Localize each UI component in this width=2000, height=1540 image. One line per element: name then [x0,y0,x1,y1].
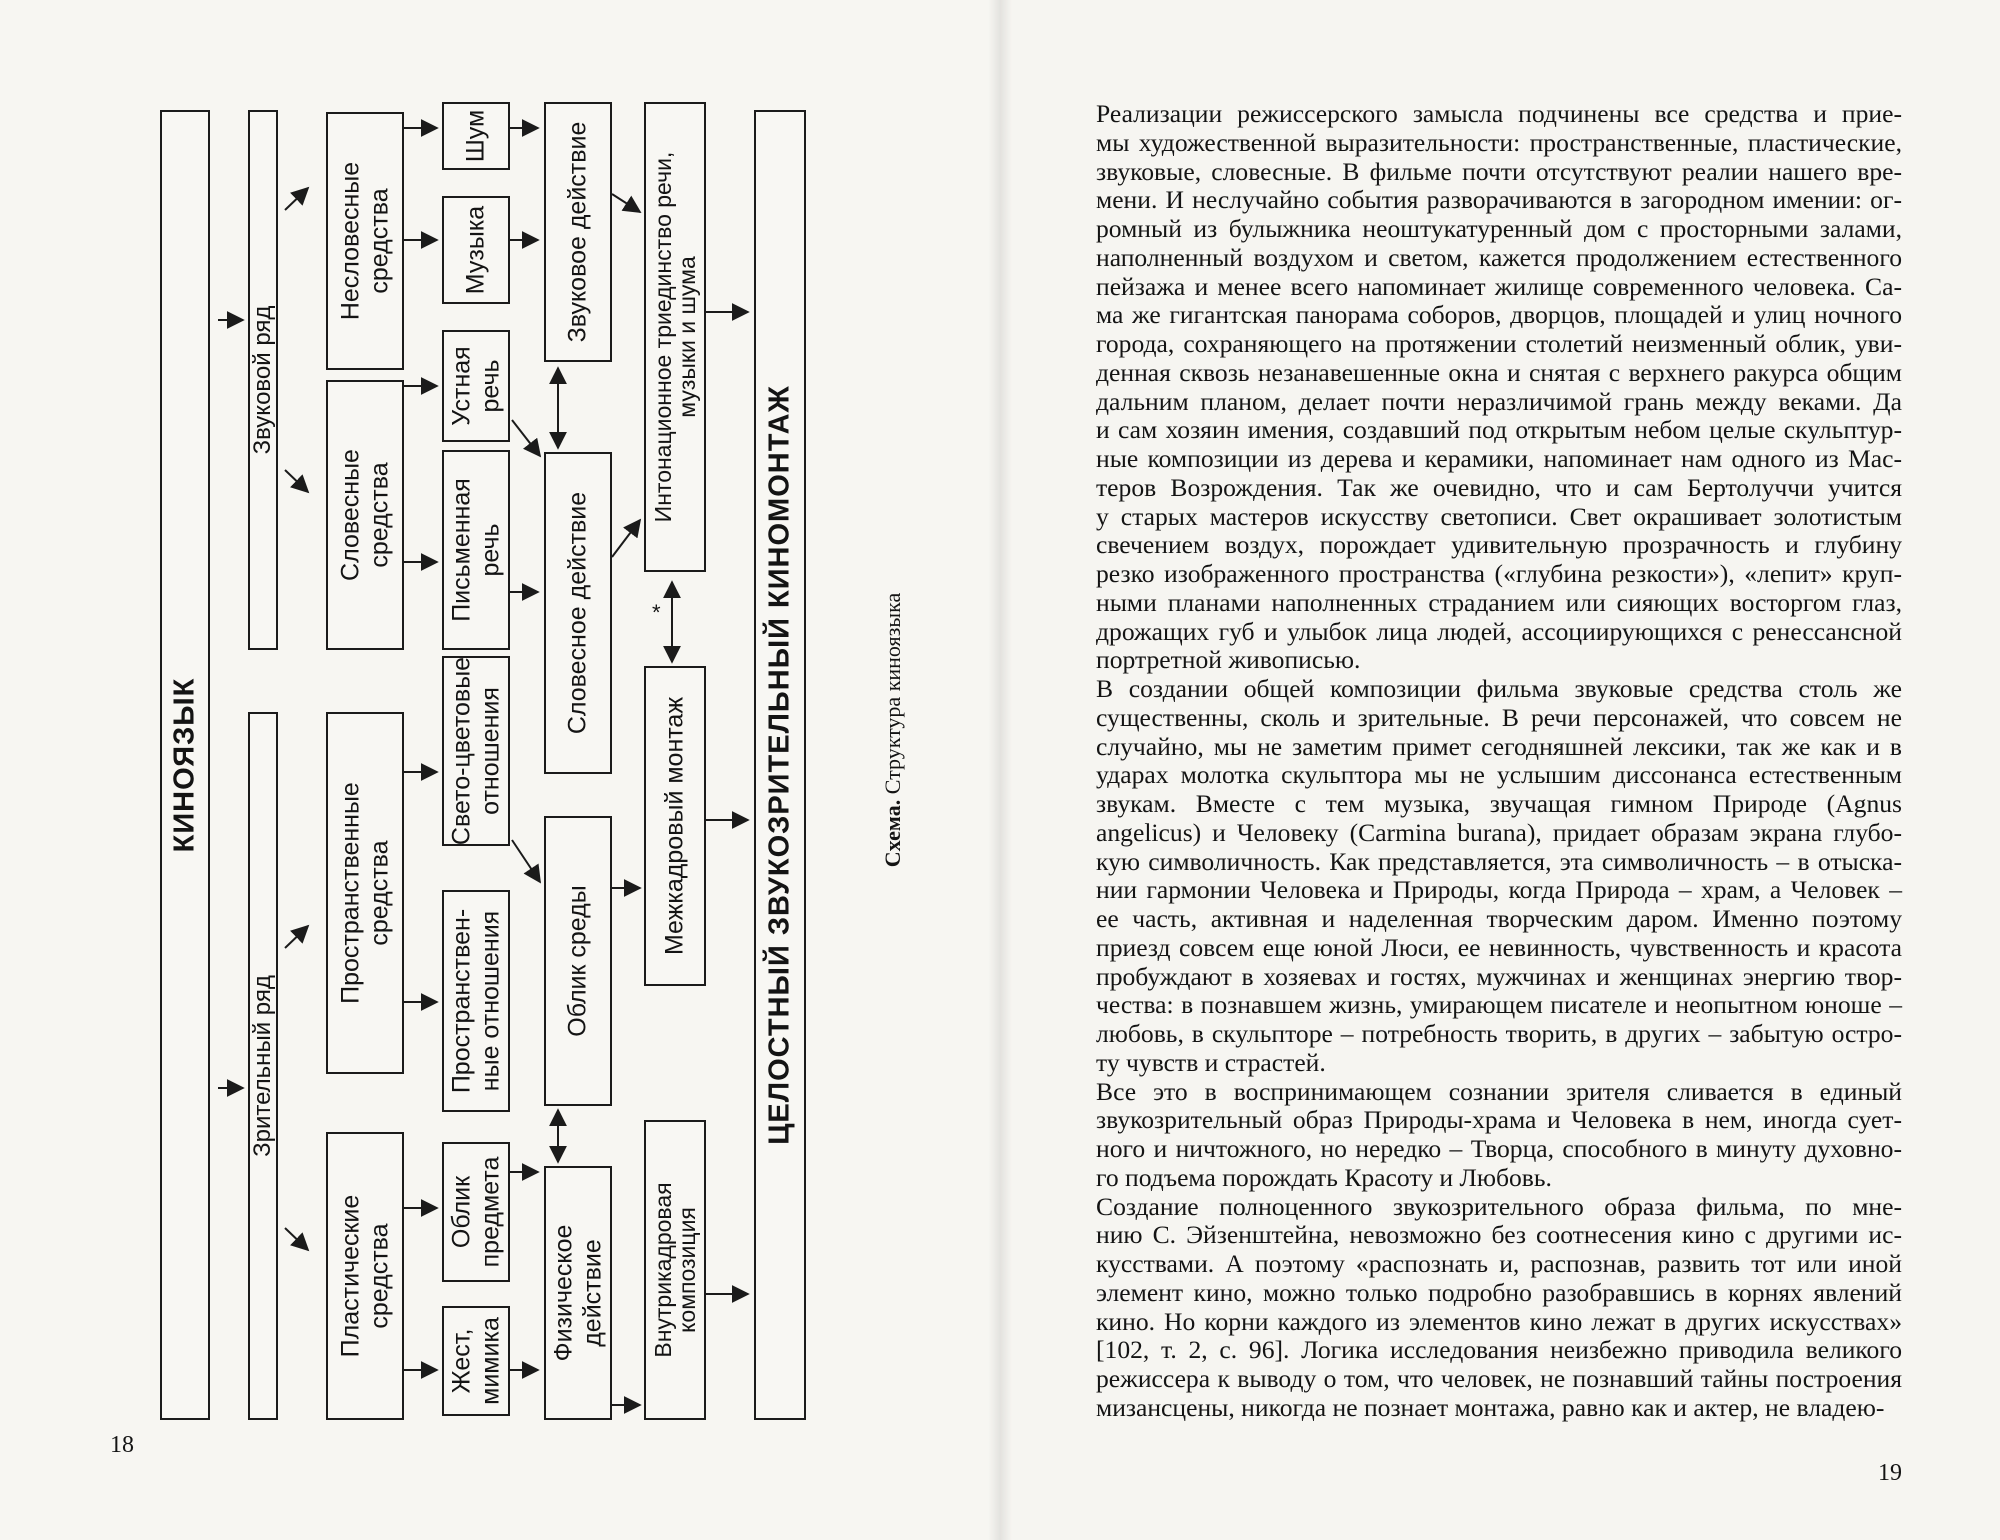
text-line: любовь, в скульпторе – потребность творить, в других – забытую остро- [1096,1019,1902,1048]
text-line: ма же гигантская панорама соборов, дворцов, площадей и улиц ночного [1096,300,1902,330]
box-environment [544,816,612,1106]
caption-label: Схема. [880,799,905,868]
label-interframe-montage: Межкадровый монтаж [660,696,689,956]
label-intraframe-composition: Внутрикадровая композиция [649,1182,700,1358]
label-physical-action: Физическое действие [549,1224,606,1362]
box-triad [644,102,706,572]
asterisk-mark: * [652,600,661,625]
text-line: ромный из булыжника неоштукатуренный дом с просторными залами, [1096,214,1902,243]
text-line: ными планами наполненных страданием или сияющих восторгом глаз, [1096,587,1902,617]
box-verbal-action [544,452,612,774]
text-line: ные композиции из дерева и керамики, напоминает нам одного из Мас- [1096,444,1902,473]
label-environment: Облик среды [563,885,592,1037]
body-text [1060,100,1902,1423]
text-line: звукам. Вместе с тем музыка, звучащая гимном Природе (Agnus [1096,789,1902,818]
text-line: дальним планом, делает почти неразличимой грань между веками. Да [1096,386,1902,416]
text-line: angelicus) и Человеку (Carmina burana), придает образам экрана глубо- [1096,817,1902,847]
text-line: го подъема порождать Красоту и Любовь. [1096,1162,1552,1192]
text-line: случайно, мы не заметим примет сегодняшней лексики, так же как и в [1096,731,1902,761]
label-spatial-relations: Пространствен- ные отношения [447,908,504,1094]
box-integral-montage [754,110,806,1420]
label-noise: Шум [461,109,490,163]
box-physical-action [544,1166,612,1420]
text-line: Все это в воспринимающем сознании зрителя сливается в единый [1096,1076,1902,1106]
text-line: существенны, сколь и зрительные. В речи персонажей, что совсем не [1096,702,1902,732]
text-line: режиссера к выводу о том, что человек, не познавший тайны построения [1096,1364,1902,1393]
text-line: Реализации режиссерского замысла подчинены все средства и прие- [1096,99,1902,128]
box-music [442,196,510,304]
box-written-speech [442,450,510,650]
paragraph [1060,1078,1902,1193]
label-kinoyazyk: КИНОЯЗЫК [168,677,201,853]
label-spatial-means: Пространственные средства [336,782,393,1004]
text-line: кусствами. А поэтому «распознать и, распознав, развить тот или иной [1096,1249,1902,1278]
text-line: Создание полноценного звукозрительного образа фильма, по мне- [1096,1191,1902,1221]
text-line: ного и ничтожного, но нередко – Творца, способного в минуту духовно- [1096,1134,1902,1163]
text-line: нии гармонии Человека и Природы, когда Природа – храм, а Человек – [1096,875,1902,905]
text-line: элемент кино, можно только подробно разобравшись в корнях явлений [1096,1277,1902,1307]
box-sound-action [544,102,612,362]
label-object-look: Облик предмета [447,1156,504,1268]
text-line: мени. И неслучайно события разворачиваются в загородном имении: ог- [1096,185,1902,215]
text-line: свечением воздух, порождает удивительную прозрачность и глубину [1096,530,1902,560]
label-verbal-action: Словесное действие [563,491,592,735]
text-line: приезд совсем еще юной Люси, ее невинность, чувственность и красота [1096,932,1902,962]
label-music: Музыка [461,205,490,295]
paragraph [1060,100,1902,675]
box-intraframe-composition [644,1120,706,1420]
text-line: чества: в познавшем жизнь, умирающем писателе и неопытном юноше – [1096,990,1902,1020]
label-visual-row: Зрительный ряд [249,975,277,1157]
text-line: портретной живописью. [1096,645,1361,675]
text-line: мизансцены, никогда не познает монтажа, равно как и актер, не владею- [1096,1392,1885,1422]
text-line: резко изображенного пространства («глубина резкости»), «лепит» круп- [1096,559,1902,588]
text-line: пробуждают в хозяевах и гостях, мужчинах и женщинах энергию твор- [1096,961,1902,991]
box-verbal-means [326,380,404,650]
text-line: нию С. Эйзенштейна, невозможно без соотнесения кино с другими ис- [1096,1220,1902,1250]
text-line: и сам хозяин имения, создавший под открытым небом целые скульптур- [1096,415,1902,445]
label-integral-montage: ЦЕЛОСТНЫЙ ЗВУКОЗРИТЕЛЬНЫЙ КИНОМОНТАЖ [763,385,796,1145]
box-noise [442,102,510,170]
paragraph [1060,675,1902,1078]
label-verbal-means: Словесные средства [336,449,393,581]
text-line: звуковые, словесные. В фильме почти отсутствуют реалии нашего вре- [1096,156,1902,186]
page-number-left: 18 [110,1432,134,1458]
paragraph [1060,1193,1902,1423]
text-line: [102, т. 2, с. 96]. Логика исследования неизбежно приводила великого [1096,1335,1902,1365]
box-spatial-relations [442,890,510,1112]
text-line: кую символичность. Как представляется, эта символичность – в отыска- [1096,846,1902,876]
text-line: мы художественной выразительности: пространственные, пластические, [1096,127,1902,157]
box-interframe-montage [644,666,706,986]
label-sound-action: Звуковое действие [563,121,592,343]
text-line: дрожащих губ и улыбок лица людей, ассоциирующихся с ренессансной [1096,616,1902,646]
box-nonverbal-means [326,112,404,370]
label-light-color: Свето-цветовые отношения [447,656,504,846]
text-line: В создании общей композиции фильма звуковые средства столь же [1096,674,1902,703]
label-nonverbal-means: Несловесные средства [336,161,393,321]
book-gutter [988,0,1012,1540]
box-sound-row [248,110,278,650]
label-oral-speech: Устная речь [447,346,504,426]
text-line: ударах молотка скульптора мы не услышим диссонанса естественным [1096,760,1902,790]
text-line: кино. Но корни каждого из элементов кино лежат в других искусствах» [1096,1306,1902,1336]
text-line: теров Возрождения. Так же очевидно, что и сам Бертолуччи учится [1096,472,1902,502]
caption-text: Структура киноязыка [880,592,905,800]
text-line: ее часть, активная и наделенная творческим даром. Именно поэтому [1096,904,1902,933]
label-triad: Интонационное триединство речи, музыки и шума [649,151,700,523]
box-gesture [442,1306,510,1416]
label-sound-row: Звуковой ряд [249,305,277,455]
box-light-color [442,656,510,846]
text-line: города, сохраняющего на протяжении столетий неизменный облик, уви- [1096,329,1902,358]
text-line: ту чувств и страстей. [1096,1047,1326,1077]
label-written-speech: Письменная речь [447,478,504,622]
box-spatial-means [326,712,404,1074]
text-line: звукозрительный образ Природы-храма и Человека в нем, иногда сует- [1096,1105,1902,1135]
box-object-look [442,1142,510,1282]
figure-caption [880,593,906,867]
label-plastic-means: Пластические средства [336,1194,393,1358]
box-visual-row [248,712,278,1420]
text-line: наполненный воздухом и светом, кажется продолжением естественного [1096,242,1902,272]
page-number-right: 19 [1878,1460,1902,1486]
label-gesture: Жест, мимика [447,1317,504,1405]
box-oral-speech [442,330,510,442]
box-kinoyazyk [160,110,210,1420]
text-line: денная сквозь незанавешенные окна и снятая с верхнего ракурса общим [1096,357,1902,387]
text-line: у старых мастеров искусству светописи. Свет окрашивает золотистым [1096,501,1902,531]
box-plastic-means [326,1132,404,1420]
text-line: пейзажа и менее всего напоминает жилище современного человека. Са- [1096,271,1902,301]
